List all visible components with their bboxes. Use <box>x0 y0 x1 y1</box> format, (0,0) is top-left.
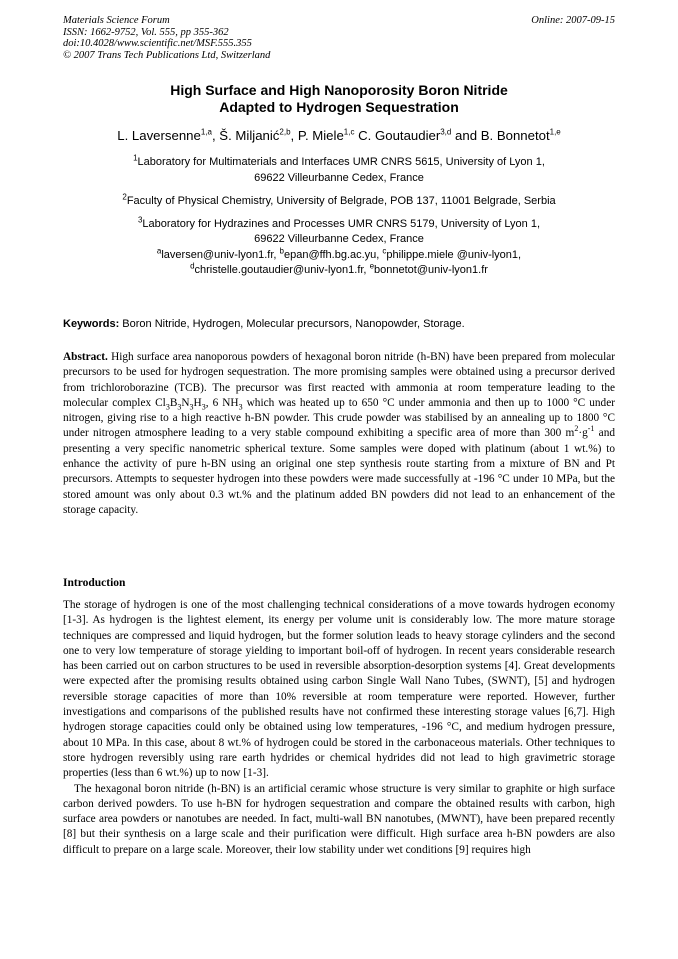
affiliation-number: 2 <box>122 191 127 201</box>
title-line-1: High Surface and High Nanoporosity Boron Nitride <box>170 82 508 98</box>
affiliation-number: 1 <box>133 153 138 163</box>
email-marker: d <box>190 261 195 271</box>
email-address[interactable]: laversen@univ-lyon1.fr, <box>161 248 280 261</box>
email-list <box>63 245 615 279</box>
formula-subscript: 3 <box>177 402 182 412</box>
affiliation-line: Faculty of Physical Chemistry, University of Belgrade, POB 137, 11001 Belgrade, Serbia <box>126 194 556 207</box>
abstract-text: , 6 NH <box>205 396 239 409</box>
author-name: B. Bonnetot <box>480 128 550 143</box>
affiliation <box>63 191 615 210</box>
affiliation <box>63 214 615 248</box>
journal-name: Materials Science Forum <box>63 15 170 26</box>
affiliations <box>63 155 615 279</box>
keywords <box>63 317 615 332</box>
email-address[interactable]: epan@ffh.bg.ac.yu, <box>283 248 383 261</box>
author-name: C. Goutaudier <box>358 128 441 143</box>
keywords-label: Keywords: <box>63 318 120 330</box>
email-marker: b <box>279 245 284 255</box>
unit-text: ·g <box>578 427 588 440</box>
keywords-text: Boron Nitride, Hydrogen, Molecular precursors, Nanopowder, Storage. <box>119 318 465 330</box>
journal-doi: doi:10.4028/www.scientific.net/MSF.555.355 <box>63 38 252 49</box>
introduction-body <box>63 598 615 858</box>
formula-subscript: 3 <box>189 402 194 412</box>
author-name: L. Laversenne <box>117 128 201 143</box>
paragraph: The storage of hydrogen is one of the most challenging technical considerations of a move towards hydrogen economy [1-3]. As hydrogen is the lightest element, its energy per volume unit is considerably low. The more mature storage techniques are compressed and liquid hydrogen, but the former solution leads to heavy storage cylinders and the second one to very low temperature of storage yielding to important boil-off of hydrogen. In recent years considerable research has been carried out on carbon structures to be used in reversible absorption-desorption systems [4]. Great developments were expected after the promising results obtained using carbon Single Wall Nano Tubes, (SWNT), [5] and hydrogen reversible storage capacities of more than 10% reversible at room temperature were reported. However, further investigations and comparisons of the published results have not confirmed these interesting storage values [6,7]. High hydrogen storage capacities could only be obtained using low temperatures, -196 °C, and medium hydrogen pressure, about 10 MPa. In this case, about 8 wt.% of hydrogen could be stored in the carbonaceous materials. Other techniques to store hydrogen reversibly using rare earth hydrides or chemical hydrides did not lead to high gravimetric storage properties (less than 6 wt.%) up to now [1-3]. <box>63 599 615 780</box>
affiliation-line: 69622 Villeurbanne Cedex, France <box>254 233 424 245</box>
paragraph: The hexagonal boron nitride (h-BN) is an artificial ceramic whose structure is very similar to graphite or high surface carbon derived powders. To use h-BN for hydrogen sequestration and compare the obtained results with carbon, high surface area powders or nanotubes are needed. In fact, multi-wall BN nanotubes, (MWNT), have been prepared recently [8] but their synthesis on a large scale and their purification were difficult. High surface area h-BN powders are also difficult to prepare on a large scale. Moreover, their low stability under wet conditions [9] requires high <box>63 782 615 856</box>
affiliation-number: 3 <box>137 214 143 224</box>
author-affiliation-marker: 3,d <box>440 127 452 137</box>
affiliation <box>63 155 615 186</box>
author-name: P. Miele <box>297 128 344 143</box>
section-heading-introduction: Introduction <box>63 577 126 589</box>
author-affiliation-marker: 2,b <box>279 127 291 137</box>
author-list <box>63 128 615 144</box>
journal-issn: ISSN: 1662-9752, Vol. 555, pp 355-362 <box>63 26 229 38</box>
author-name: Š. Miljanić <box>219 128 280 143</box>
email-marker: a <box>156 245 162 255</box>
title-line-2: Adapted to Hydrogen Sequestration <box>219 99 459 115</box>
author-separator: and <box>451 128 481 143</box>
journal-copyright: © 2007 Trans Tech Publications Ltd, Switzerland <box>63 49 271 61</box>
author-affiliation-marker: 1,a <box>200 127 212 137</box>
author-affiliation-marker: 1,c <box>343 127 355 137</box>
email-address[interactable]: christelle.goutaudier@univ-lyon1.fr, <box>194 264 370 276</box>
formula-element: H <box>193 396 202 409</box>
abstract-text: and presenting a very specific nanometric spherical texture. Some samples were doped with platinum (about 1 wt.%) to enhance the activity of pure h-BN using an original one step synthesis route starting from a mixture of BN and Pt precursors. Attempts to sequester hydrogen into these powders were made successfully at -196 °C under 10 MPa, but the stored amount was only about 0.3 wt.% and the platinum added BN powders did not lead to an enhancement of the storage capacity. <box>63 427 615 516</box>
email-address[interactable]: philippe.miele @univ-lyon1, <box>386 248 522 261</box>
journal-header <box>63 15 615 61</box>
abstract-text: High surface area nanoporous powders of hexagonal boron nitride (h-BN) have been prepared from molecular precursors to be used for hydrogen sequestration. The more promising samples were obtained using a precursor derived from trichloroborazine (TCB). The precursor was first reacted with ammonia at room temperature leading to the molecular complex Cl <box>63 351 615 409</box>
affiliation-line: 69622 Villeurbanne Cedex, France <box>254 171 424 184</box>
formula-subscript: 3 <box>201 402 206 412</box>
unit-superscript: -1 <box>587 424 595 434</box>
author-affiliation-marker: 1,e <box>549 127 561 137</box>
abstract-text: which was heated up to 650 °C under ammonia and then up to 1000 °C under nitrogen, giving rise to a high reactive h-BN powder. This crude powder was stabilised by an annealing up to 1800 °C under nitrogen atmosphere leading to a very stable compound exhibiting a specific area of more than 300 m <box>63 396 615 440</box>
formula-subscript: 3 <box>165 402 170 412</box>
email-address[interactable]: bonnetot@univ-lyon1.fr <box>374 264 488 276</box>
formula-element: B <box>169 396 178 409</box>
paper-title <box>63 82 615 116</box>
author-separator: , <box>290 128 298 143</box>
affiliation-line: Laboratory for Hydrazines and Processes UMR CNRS 5179, University of Lyon 1, <box>142 217 541 230</box>
author-separator: , <box>211 128 220 143</box>
email-marker: e <box>369 261 375 271</box>
online-date: Online: 2007-09-15 <box>531 15 615 26</box>
affiliation-line: Laboratory for Multimaterials and Interfaces UMR CNRS 5615, University of Lyon 1, <box>137 156 545 168</box>
email-marker: c <box>382 245 387 255</box>
abstract <box>63 350 615 518</box>
formula-element: N <box>181 396 190 409</box>
unit-superscript: 2 <box>574 424 579 434</box>
abstract-label: Abstract. <box>63 351 108 363</box>
formula-subscript: 3 <box>238 402 243 412</box>
